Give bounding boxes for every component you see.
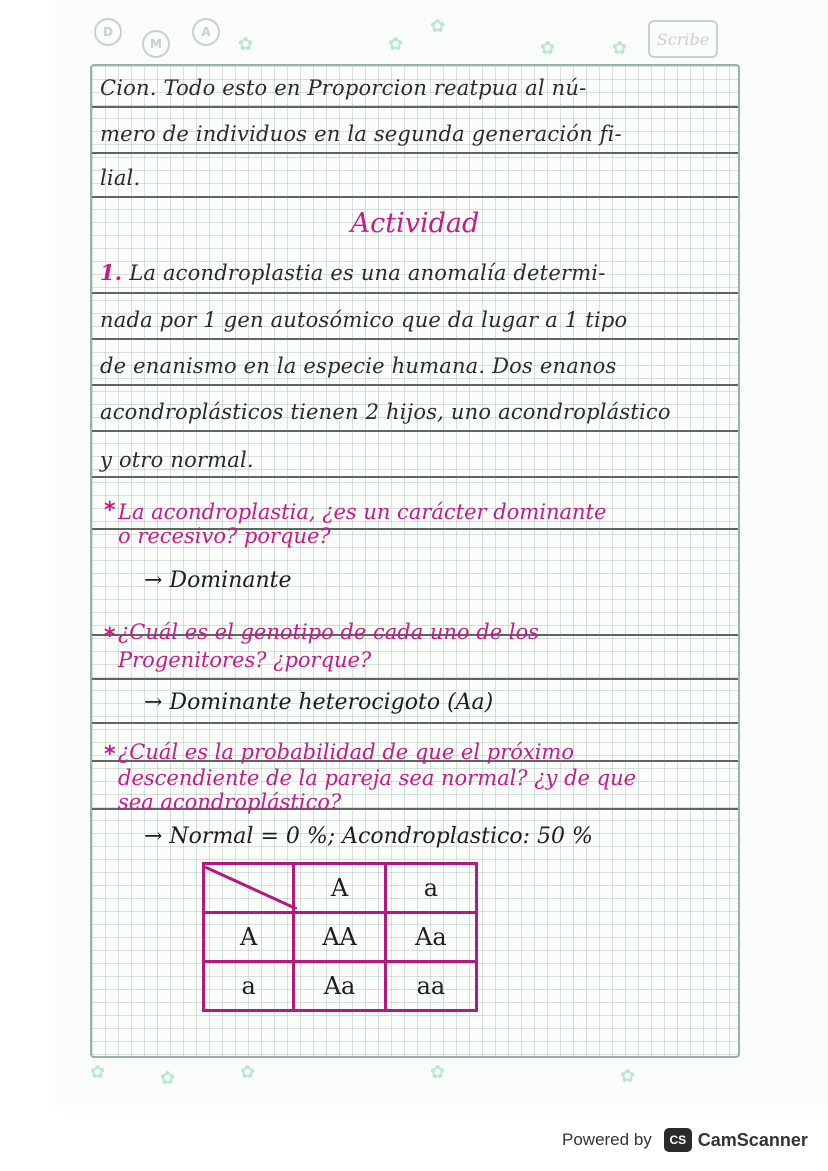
punnett-row-label: a: [204, 962, 294, 1011]
problem-line: y otro normal.: [100, 448, 254, 472]
punnett-cell: Aa: [385, 913, 476, 962]
note-line: lial.: [100, 166, 141, 190]
scribe-logo: Scribe: [648, 20, 718, 58]
problem-line: acondroplásticos tienen 2 hijos, uno acondroplástico: [100, 400, 671, 424]
punnett-square: [202, 862, 478, 1012]
problem-line: nada por 1 gen autosómico que da lugar a 1 tipo: [100, 308, 628, 332]
answer-line: → Dominante: [144, 568, 292, 593]
letter-a-circle-icon: A: [192, 18, 220, 46]
question-line: Progenitores? ¿porque?: [118, 648, 372, 672]
flower-icon: ✿: [540, 38, 556, 59]
punnett-cell: AA: [294, 913, 385, 962]
question-line: descendiente de la pareja sea normal? ¿y de que: [118, 766, 637, 790]
flower-icon: ✿: [238, 34, 254, 55]
camscanner-watermark: [562, 1124, 808, 1156]
question-line: o recesivo? porque?: [118, 524, 331, 548]
question-bullet: *: [104, 742, 116, 767]
problem-text: La acondroplastia es una anomalía determi-: [129, 261, 606, 285]
answer-line: → Normal = 0 %; Acondroplastico: 50 %: [144, 824, 593, 849]
problem-line: [100, 260, 606, 285]
flower-icon: ✿: [620, 1066, 636, 1087]
flower-icon: ✿: [430, 1062, 446, 1083]
question-line: sea acondroplástico?: [118, 790, 342, 814]
note-line: Cion. Todo esto en Proporcion reatpua al nú-: [100, 76, 587, 100]
diagonal-line: [205, 865, 297, 909]
flower-icon: ✿: [430, 16, 446, 37]
question-bullet: *: [104, 624, 116, 649]
punnett-cell: Aa: [294, 962, 385, 1011]
punnett-row-label: A: [204, 913, 294, 962]
problem-line: de enanismo en la especie humana. Dos enanos: [100, 354, 617, 378]
punnett-header-cell: A: [294, 864, 385, 913]
punnett-cell: aa: [385, 962, 476, 1011]
punnett-header-cell: a: [385, 864, 476, 913]
flower-icon: ✿: [612, 38, 628, 59]
camscanner-logo-icon: CS: [664, 1128, 692, 1152]
camscanner-name: CamScanner: [697, 1129, 808, 1150]
flower-icon: ✿: [240, 1062, 256, 1083]
letter-m-circle-icon: M: [142, 30, 170, 58]
flower-icon: ✿: [90, 1062, 106, 1083]
question-line: ¿Cuál es la probabilidad de que el próximo: [118, 740, 574, 764]
punnett-corner-cell: [204, 864, 294, 913]
question-bullet: *: [104, 498, 116, 523]
note-line: mero de individuos en la segunda generación fi-: [100, 122, 622, 146]
powered-by-text: Powered by: [562, 1130, 652, 1149]
question-line: La acondroplastia, ¿es un carácter dominante: [118, 500, 607, 524]
question-line: ¿Cuál es el genotipo de cada uno de los: [118, 620, 539, 644]
letter-d-circle-icon: D: [94, 18, 122, 46]
answer-line: → Dominante heterocigoto (Aa): [144, 690, 494, 715]
problem-number: 1.: [100, 260, 123, 285]
flower-icon: ✿: [388, 34, 404, 55]
flower-icon: ✿: [160, 1068, 176, 1089]
notebook-grid: [90, 64, 740, 1058]
activity-title: Actividad: [350, 208, 480, 239]
